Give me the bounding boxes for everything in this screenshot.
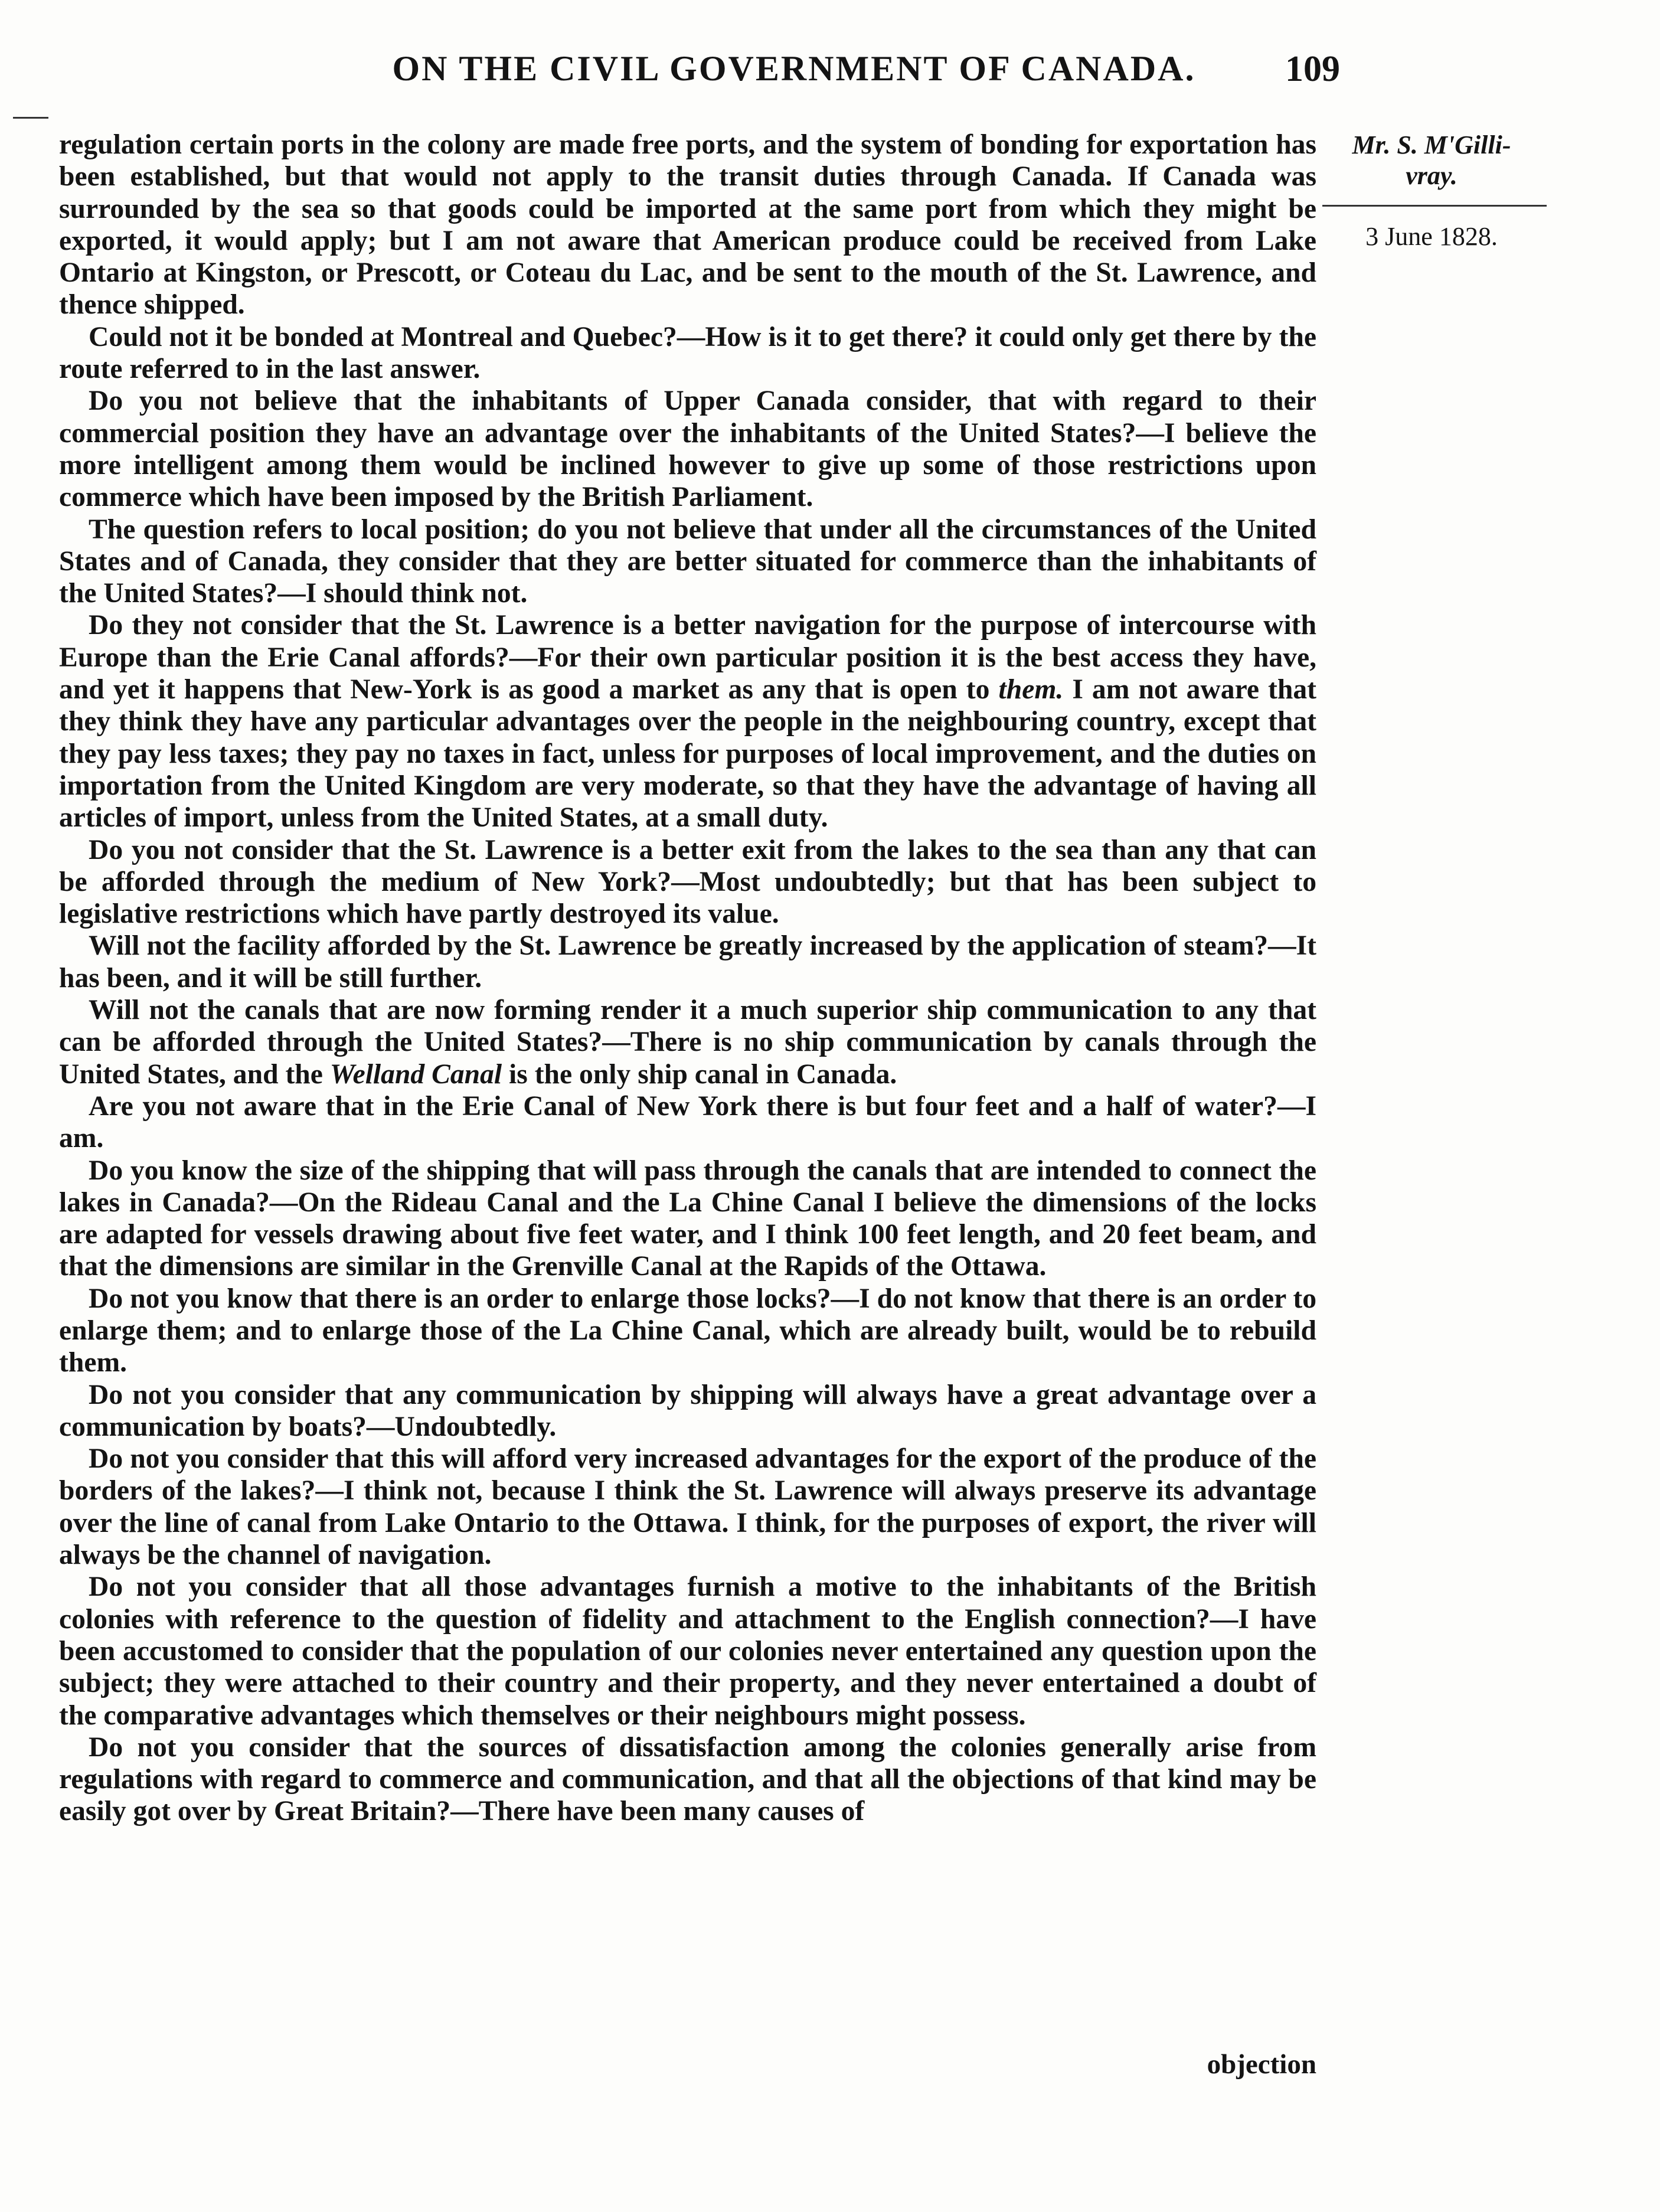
paragraph: The question refers to local position; do you not believe that under all the circumstances of the United States and of Canada, they consider that they are better situated for commerce than the inhabitants of the United States?—I should think not. xyxy=(59,514,1316,609)
paragraph: Do not you consider that this will afford very increased advantages for the export of the produce of the borders of the lakes?—I think not, because I think the St. Lawrence will always preserve its advantage over the line of canal from Lake Ontario to the Ottawa. I think, for the purposes of export, the river will always be the channel of navigation. xyxy=(59,1443,1316,1571)
italic-text: them. xyxy=(998,674,1064,705)
paragraph xyxy=(59,994,1316,1090)
paragraph: Will not the facility afforded by the St. Lawrence be greatly increased by the application of steam?—It has been, and it will be still further. xyxy=(59,930,1316,994)
paragraph: Do not you know that there is an order to enlarge those locks?—I do not know that there is an order to enlarge them; and to enlarge those of the La Chine Canal, which are already built, would be to rebuild them. xyxy=(59,1283,1316,1378)
text-run: Will not the canals that are now forming render it a much superior ship communication to any that can be afforded through the United States?—There is no ship communication by canals through the United States, and the xyxy=(59,995,1316,1090)
body-text xyxy=(59,129,1316,1828)
text-run: I am not aware that they think they have any particular advantages over the people in the neighbouring country, except that they pay less taxes; they pay no taxes in fact, unless for purposes of local improvement, and the duties on importation from the United Kingdom are very moderate, so that they have the advantage of having all articles of import, unless from the United States, at a small duty. xyxy=(59,674,1317,834)
text-run: Do they not consider that the St. Lawrence is a better navigation for the purpose of intercourse with Europe than the Erie Canal affords?—For their own particular position it is the best access they have, and yet it happens that New-York is as good a market as any that is open to xyxy=(59,610,1316,705)
paragraph: Do you not consider that the St. Lawrence is a better exit from the lakes to the sea than any that can be afforded through the medium of New York?—Most undoubtedly; but that has been subject to legislative restrictions which have partly destroyed its value. xyxy=(59,834,1316,930)
paragraph: Do you not believe that the inhabitants of Upper Canada consider, that with regard to their commercial position they have an advantage over the inhabitants of the United States?—I believe the more intelligent among them would be inclined however to give up some of those restrictions upon commerce which have been imposed by the British Parliament. xyxy=(59,385,1316,513)
margin-bracket-line xyxy=(1322,205,1547,207)
text-run: is the only ship canal in Canada. xyxy=(502,1058,897,1090)
running-head: ON THE CIVIL GOVERNMENT OF CANADA. xyxy=(392,49,1196,88)
margin-witness-name: Mr. S. M'Gilli- xyxy=(1352,130,1511,159)
paragraph: Are you not aware that in the Erie Canal of New York there is but four feet and a half of water?—I am. xyxy=(59,1090,1316,1154)
margin-date: 3 June 1828. xyxy=(1365,222,1498,251)
paragraph xyxy=(59,609,1316,834)
margin-mark xyxy=(13,117,48,119)
page-number: 109 xyxy=(1285,49,1340,89)
paragraph: Do you know the size of the shipping that will pass through the canals that are intended to connect the lakes in Canada?—On the Rideau Canal and the La Chine Canal I believe the dimensions of the locks are adapted for vessels drawing about five feet water, and I think 100 feet length, and 20 feet beam, and that the dimensions are similar in the Grenville Canal at the Rapids of the Ottawa. xyxy=(59,1155,1316,1282)
paragraph: Could not it be bonded at Montreal and Quebec?—How is it to get there? it could only get there by the route referred to in the last answer. xyxy=(59,321,1316,385)
paragraph: Do not you consider that all those advantages furnish a motive to the inhabitants of the British colonies with reference to the question of fidelity and attachment to the English connection?—I have been accustomed to consider that the population of our colonies never entertained any question upon the subject; they were attached to their country and their property, and they never entertained a doubt of the comparative advantages which themselves or their neighbours might possess. xyxy=(59,1571,1316,1731)
catchword: objection xyxy=(1207,2049,1316,2080)
paragraph: regulation certain ports in the colony are made free ports, and the system of bonding for exportation has been established, but that would not apply to the transit duties through Canada. If Canada was surrounded by the sea so that goods could be imported at the same port from which they might be exported, it would apply; but I am not aware that American produce could be received from Lake Ontario at Kingston, or Prescott, or Coteau du Lac, and be sent to the mouth of the St. Lawrence, and thence shipped. xyxy=(59,129,1316,321)
paragraph: Do not you consider that any communication by shipping will always have a great advantage over a communication by boats?—Undoubtedly. xyxy=(59,1379,1316,1442)
italic-text: Welland Canal xyxy=(329,1058,502,1090)
margin-witness-name-continued: vray. xyxy=(1406,161,1458,190)
paragraph: Do not you consider that the sources of dissatisfaction among the colonies generally arise from regulations with regard to commerce and communication, and that all the objections of that kind may be easily got over by Great Britain?—There have been many causes of xyxy=(59,1731,1316,1827)
